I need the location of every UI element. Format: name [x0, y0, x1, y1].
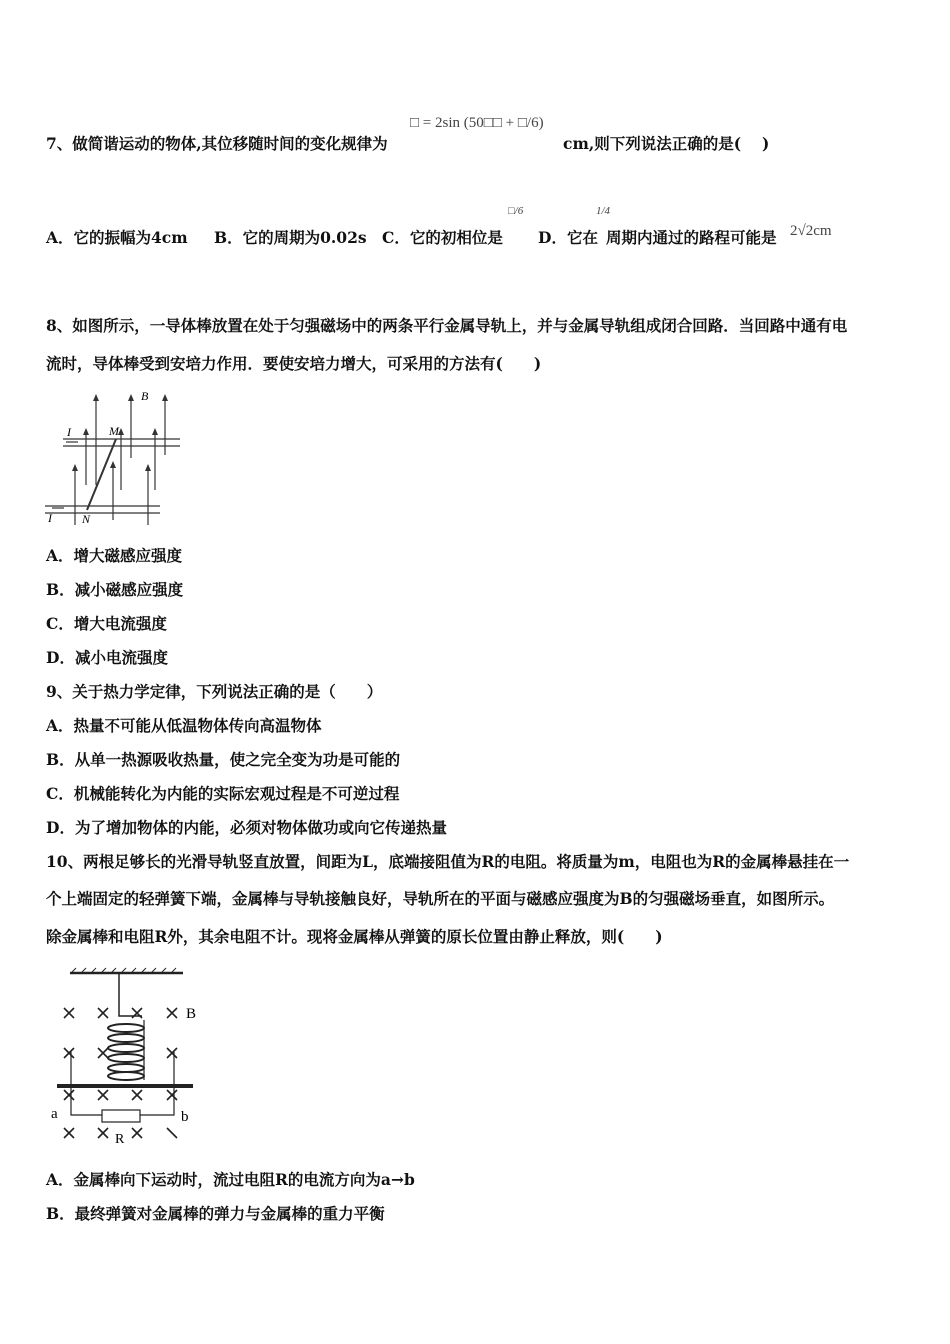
q8-option-b: B．减小磁感应强度: [46, 580, 184, 599]
q8-rail-figure: [40, 380, 210, 530]
q8-stem-line-2: 流时，导体棒受到安培力作用．要使安培力增大，可采用的方法有( ): [46, 354, 542, 373]
q7-option-b: B．它的周期为0.02s: [214, 228, 367, 247]
q10-stem-line-2: 个上端固定的轻弹簧下端，金属棒与导轨接触良好，导轨所在的平面与磁感应强度为B的匀强磁场垂直，如图所示。: [46, 889, 835, 908]
q10-label-a: a: [51, 1106, 58, 1122]
q7-formula: □ = 2sin (50□□ + □/6): [410, 115, 544, 131]
q10-label-b-end: b: [181, 1109, 189, 1125]
q7-stem-prefix: 7、做简谐运动的物体,其位移随时间的变化规律为: [46, 134, 388, 153]
q8-label-i-bottom: I: [48, 511, 52, 525]
q10-label-b: B: [186, 1006, 197, 1022]
q8-label-i-top: I: [67, 425, 71, 439]
q10-option-a: A．金属棒向下运动时，流过电阻R的电流方向为a→b: [46, 1170, 415, 1189]
q10-label-r: R: [115, 1132, 125, 1147]
q10-stem-line-3: 除金属棒和电阻R外，其余电阻不计。现将金属棒从弹簧的原长位置由静止释放，则( ): [46, 927, 663, 946]
q7-option-a: A．它的振幅为4cm: [46, 228, 188, 247]
q9-option-a: A．热量不可能从低温物体传向高温物体: [46, 716, 322, 735]
q8-option-c: C．增大电流强度: [46, 614, 167, 633]
q7-option-d-value: 2√2cm: [790, 223, 832, 239]
q8-label-b: B: [141, 389, 149, 403]
q7-stem-suffix: cm,则下列说法正确的是( ): [563, 134, 770, 153]
q8-stem-line-1: 8、如图所示，一导体棒放置在处于匀强磁场中的两条平行金属导轨上，并与金属导轨组成闭合回路．当回路中通有电: [46, 316, 848, 335]
q8-label-n: N: [82, 512, 91, 526]
q7-option-c-fraction: □/6: [508, 205, 524, 217]
q9-option-c: C．机械能转化为内能的实际宏观过程是不可逆过程: [46, 784, 400, 803]
q7-option-c: C．它的初相位是: [382, 228, 503, 247]
q9-option-d: D．为了增加物体的内能，必须对物体做功或向它传递热量: [46, 818, 447, 837]
q7-option-d-suffix: 周期内通过的路程可能是: [606, 228, 777, 247]
q10-spring-figure: [40, 960, 220, 1150]
q8-option-a: A．增大磁感应强度: [46, 546, 183, 565]
q7-option-d-fraction: 1/4: [596, 205, 611, 217]
q8-label-m: M: [109, 424, 119, 438]
q10-stem-line-1: 10、两根足够长的光滑导轨竖直放置，间距为L，底端接阻值为R的电阻。将质量为m，电阻也为R的金属棒悬挂在一: [46, 852, 850, 871]
q9-stem: 9、关于热力学定律，下列说法正确的是（ ）: [46, 682, 383, 701]
q7-option-d-prefix: D．它在: [538, 228, 598, 247]
q8-option-d: D．减小电流强度: [46, 648, 168, 667]
q10-option-b: B．最终弹簧对金属棒的弹力与金属棒的重力平衡: [46, 1204, 385, 1223]
q9-option-b: B．从单一热源吸收热量，使之完全变为功是可能的: [46, 750, 401, 769]
